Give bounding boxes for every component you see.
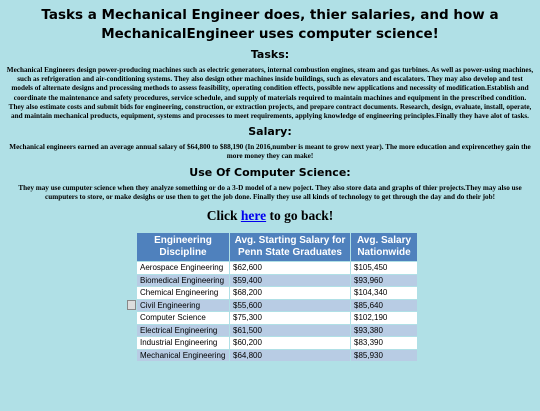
back-link-prefix: Click (206, 208, 241, 224)
salary-table-section (0, 232, 540, 362)
cell-nationwide-salary: $83,390 (351, 337, 417, 349)
table-row (137, 350, 417, 362)
table-row (137, 275, 417, 287)
table-row (137, 312, 417, 324)
cell-discipline: Electrical Engineering (137, 325, 229, 337)
table-row (137, 300, 417, 312)
cell-discipline: Biomedical Engineering (137, 275, 229, 287)
cell-nationwide-salary: $93,960 (351, 275, 417, 287)
cell-discipline: Chemical Engineering (137, 287, 229, 299)
computer-science-heading: Use Of Computer Science: (189, 165, 351, 179)
cell-discipline: Computer Science (137, 312, 229, 324)
header-starting-salary: Avg. Starting Salary for Penn State Graduates (230, 233, 350, 261)
computer-science-text: They may use cumputer science when they analyze something or do a 3-D model of a new poject. They also store data and graphs of thier projects.They may also use cumputers to store, or make desighs or use then to get the job done. Finally they use all kinds of technology to get through the day and do their job! (18, 183, 522, 201)
tasks-text: Mechanical Engineers design power-producing machines such as electric generators, internal combustion engines, steam and gas turbines. As well as power-using machines, such as refrigeration and air-conditioning systems. They also design other machines inside buildings, such as elevators and escalators. They may also develop and test models of alternate designs and processing methods to assess feasibility, operating condition effects, possible new applications and necessity of modification.Establish and coordinate the maintenance and safety procedures, service schedule, and supply of materials required to maintain machines and equipment in the prescribed condition. They also estimate costs and submit bids for engineering, construction, or extraction projects, and prepare contract documents. Research, design, evaluate, install, operate, and maintain mechanical products, equipment, systems and processes to meet requirements, applying knowledge of engineering principles.Finally they have alot of tasks. (6, 66, 534, 121)
page-title: Tasks a Mechanical Engineer does, thier salaries, and how a MechanicalEngineer uses computer science! (41, 7, 499, 42)
cell-nationwide-salary: $104,340 (351, 287, 417, 299)
cell-starting-salary: $62,600 (230, 262, 350, 274)
table-row (137, 325, 417, 337)
header-nationwide-salary: Avg. Salary Nationwide (351, 233, 417, 261)
cell-starting-salary: $61,500 (230, 325, 350, 337)
cell-starting-salary: $64,800 (230, 350, 350, 362)
table-row (137, 262, 417, 274)
cell-nationwide-salary: $85,930 (351, 350, 417, 362)
tasks-heading: Tasks: (250, 48, 290, 61)
cell-discipline: Industrial Engineering (137, 337, 229, 349)
table-row (137, 287, 417, 299)
cell-discipline: Mechanical Engineering (137, 350, 229, 362)
back-link-suffix: to go back! (266, 208, 334, 224)
cell-nationwide-salary: $85,640 (351, 300, 417, 312)
back-link[interactable]: here (240, 208, 267, 224)
table-row (137, 337, 417, 349)
salary-heading: Salary: (248, 125, 292, 139)
salary-text: Mechanical engineers earned an average annual salary of $64,800 to $88,190 (In 2016,number is meant to grow next year). The more education and expirencethey gain the more money they can make! (9, 143, 531, 161)
cell-nationwide-salary: $102,190 (351, 312, 417, 324)
table-header-row (137, 233, 417, 261)
page (0, 6, 540, 362)
salary-table (136, 232, 418, 362)
cell-nationwide-salary: $93,380 (351, 325, 417, 337)
back-link-line (0, 208, 540, 224)
cell-starting-salary: $55,600 (230, 300, 350, 312)
cell-discipline: Aerospace Engineering (137, 262, 229, 274)
cell-starting-salary: $59,400 (230, 275, 350, 287)
cell-nationwide-salary: $105,450 (351, 262, 417, 274)
cell-starting-salary: $60,200 (230, 337, 350, 349)
cell-starting-salary: $68,200 (230, 287, 350, 299)
header-discipline: Engineering Discipline (137, 233, 229, 261)
broken-image-icon (127, 300, 136, 310)
cell-discipline: Civil Engineering (137, 300, 229, 312)
cell-starting-salary: $75,300 (230, 312, 350, 324)
